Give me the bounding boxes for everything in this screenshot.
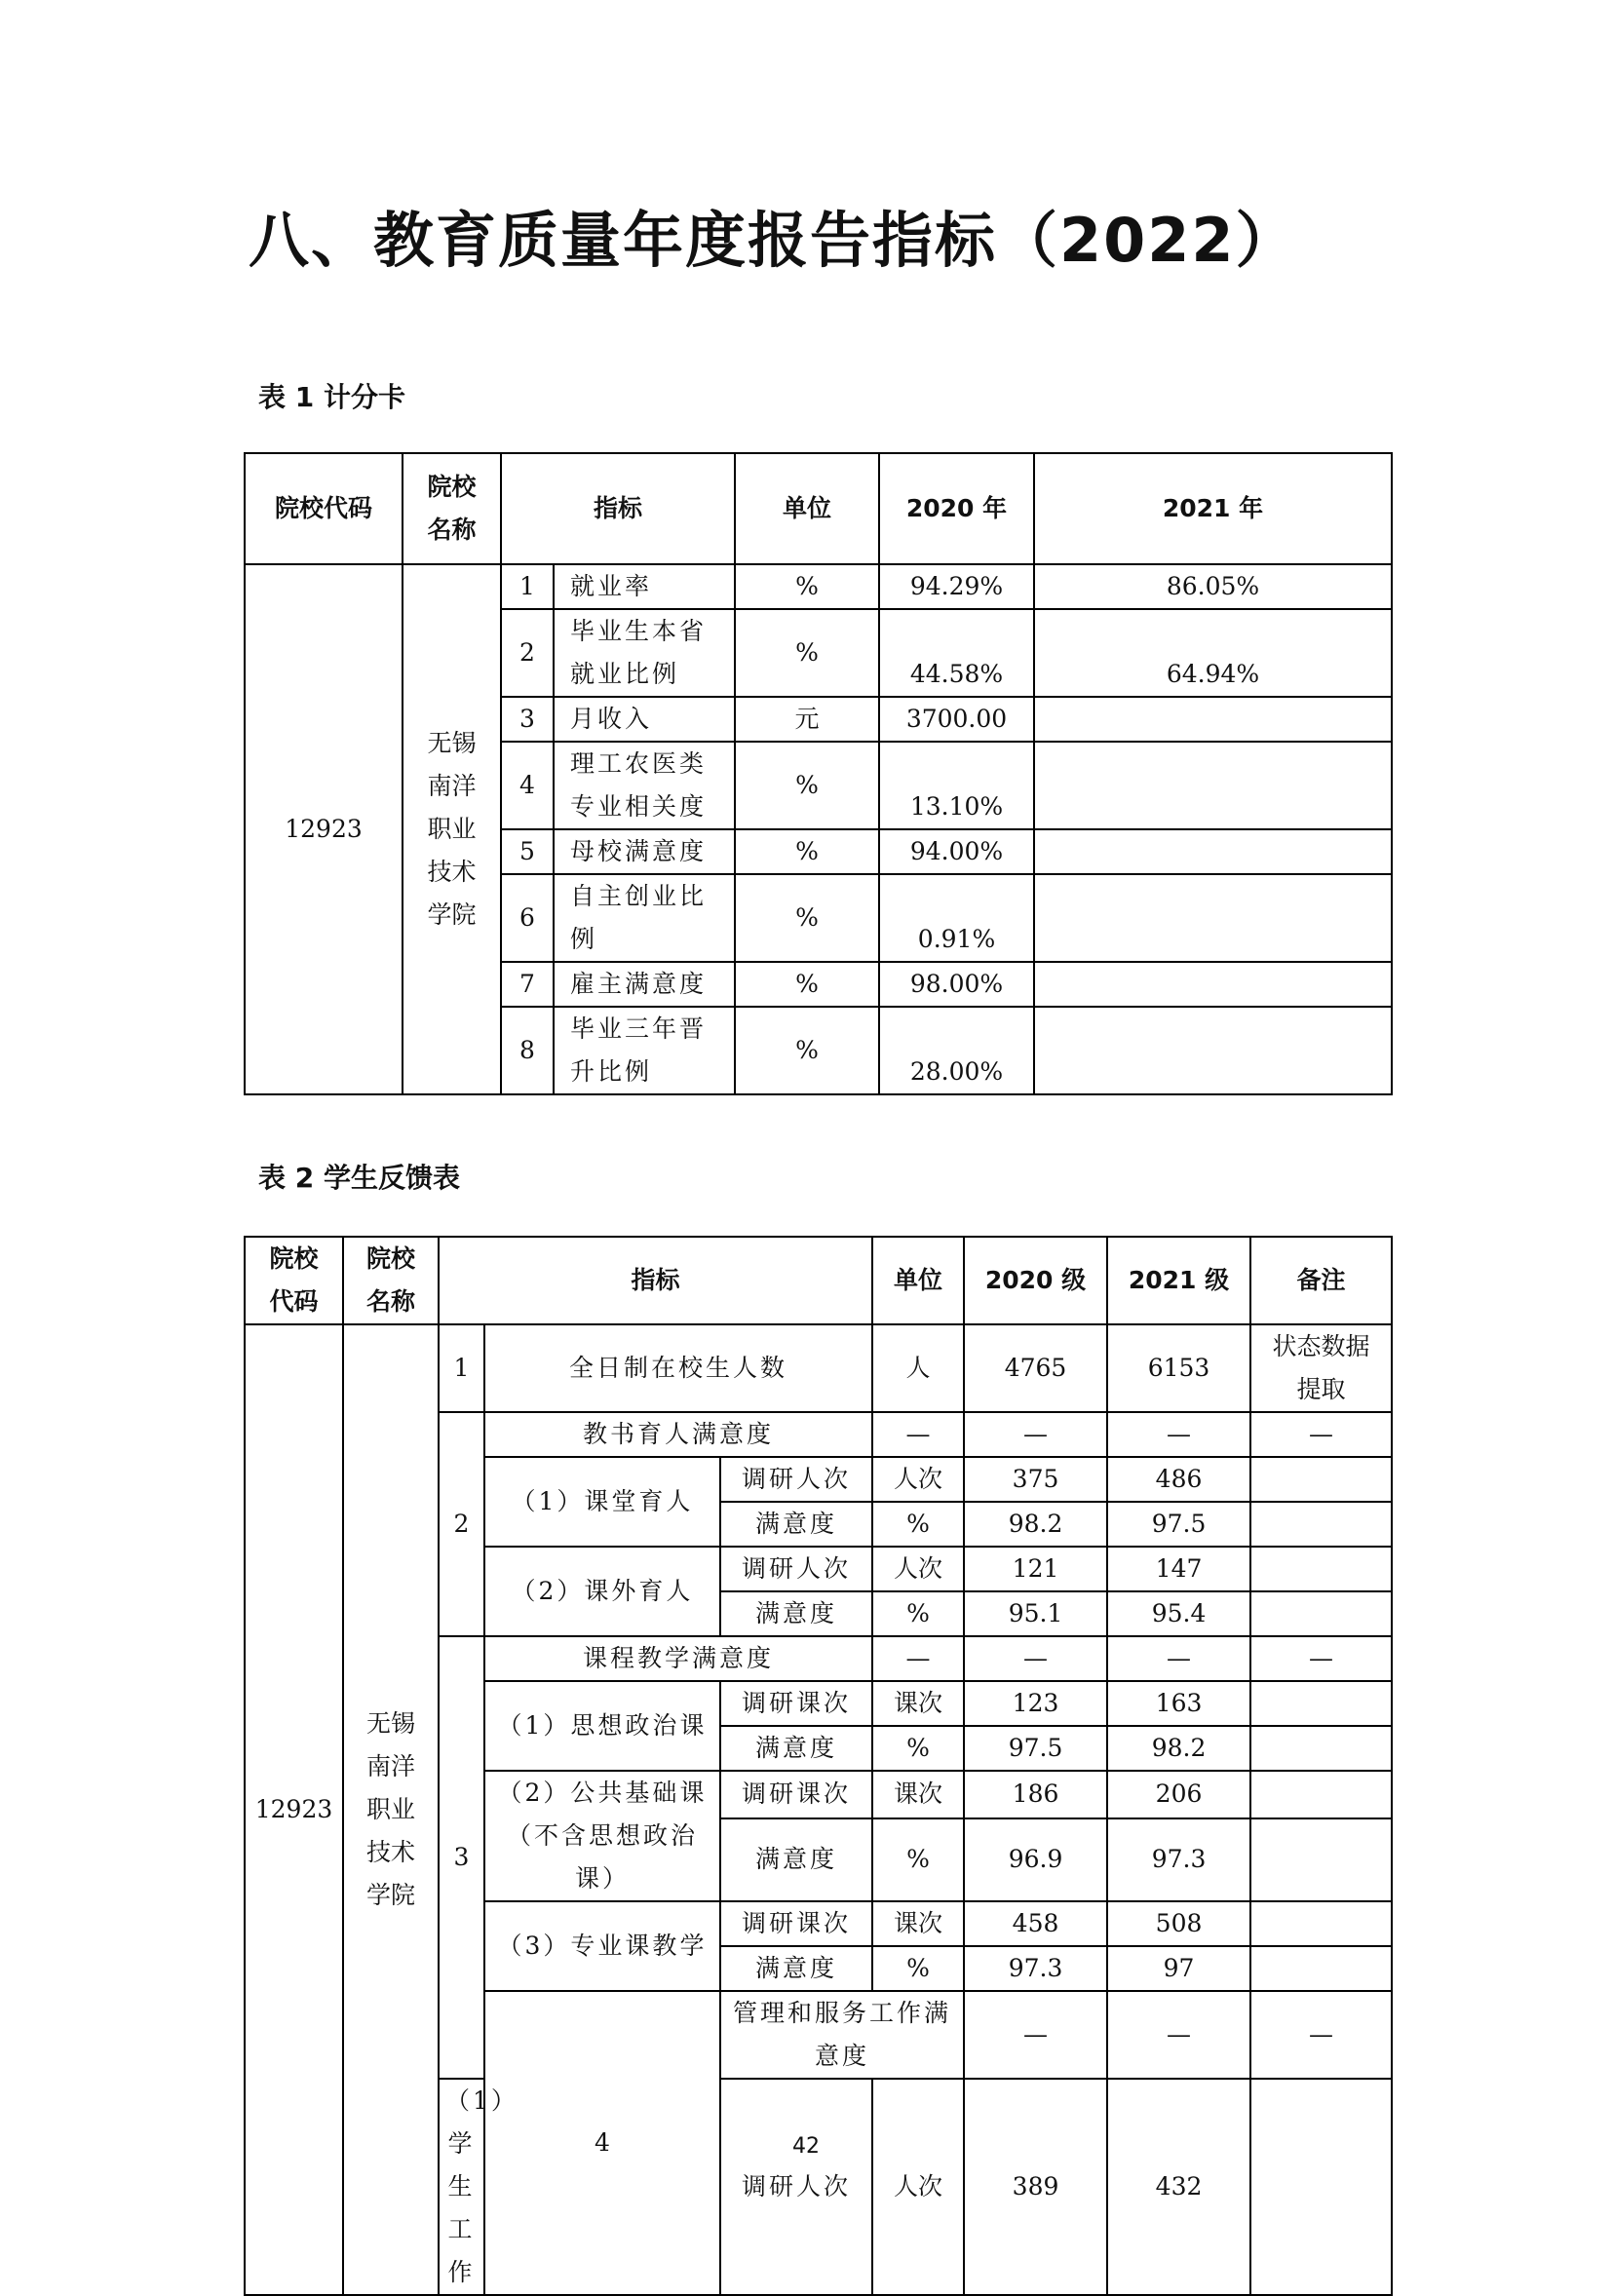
dash-cell: — xyxy=(1107,1636,1250,1681)
value-2020: 28.00% xyxy=(879,1007,1034,1094)
header-2020: 2020 级 xyxy=(964,1237,1107,1324)
value-2021: 95.4 xyxy=(1107,1591,1250,1636)
header-name: 院校 名称 xyxy=(343,1237,439,1324)
value-2021 xyxy=(1034,874,1392,962)
metric-label: 满意度 xyxy=(720,1591,872,1636)
value-2021: 486 xyxy=(1107,1457,1250,1502)
dash-cell: — xyxy=(872,1636,964,1681)
value-2021: 97.5 xyxy=(1107,1502,1250,1547)
school-name: 无锡 南洋 职业 技术 学院 xyxy=(403,564,501,1094)
subitem-label: （2）课外育人 xyxy=(484,1547,720,1636)
value-2020: 94.29% xyxy=(879,564,1034,609)
metric-label: 调研课次 xyxy=(720,1901,872,1946)
unit-cell: 课次 xyxy=(872,1681,964,1726)
unit-cell: % xyxy=(872,1818,964,1901)
note-cell xyxy=(1250,1818,1392,1901)
value-2020: 13.10% xyxy=(879,742,1034,829)
unit-cell: 人次 xyxy=(872,1547,964,1591)
note-cell xyxy=(1250,1502,1392,1547)
unit-cell: % xyxy=(872,1591,964,1636)
value-2020: 123 xyxy=(964,1681,1107,1726)
school-code: 12923 xyxy=(245,564,403,1094)
page-title: 八、教育质量年度报告指标（2022） xyxy=(249,205,1298,276)
value-2020: 458 xyxy=(964,1901,1107,1946)
header-2021: 2021 年 xyxy=(1034,453,1392,564)
subitem-label: （3）专业课教学 xyxy=(484,1901,720,1991)
metric-label: 满意度 xyxy=(720,1818,872,1901)
note-cell: 状态数据 提取 xyxy=(1250,1324,1392,1412)
indicator-label: 毕业生本省 就业比例 xyxy=(554,609,735,697)
indicator-label: 理工农医类 专业相关度 xyxy=(554,742,735,829)
value-2021: 6153 xyxy=(1107,1324,1250,1412)
value-2021 xyxy=(1034,697,1392,742)
row-number: 6 xyxy=(501,874,554,962)
value-2021 xyxy=(1034,962,1392,1007)
subitem-label: （1）思想政治课 xyxy=(484,1681,720,1771)
dash-cell: — xyxy=(964,1991,1107,2079)
unit-cell: 人次 xyxy=(872,1457,964,1502)
note-cell xyxy=(1250,1457,1392,1502)
value-2020: 4765 xyxy=(964,1324,1107,1412)
note-cell xyxy=(1250,1547,1392,1591)
row-number: 4 xyxy=(484,1991,720,2295)
value-2021: 86.05% xyxy=(1034,564,1392,609)
table2-caption: 表 2 学生反馈表 xyxy=(258,1162,460,1194)
indicator-label: 月收入 xyxy=(554,697,735,742)
indicator-label: 自主创业比 例 xyxy=(554,874,735,962)
unit-cell: % xyxy=(735,874,879,962)
dash-cell: — xyxy=(964,1412,1107,1457)
value-2020: 3700.00 xyxy=(879,697,1034,742)
metric-label: 调研人次 xyxy=(720,1457,872,1502)
section-label: 课程教学满意度 xyxy=(484,1636,872,1681)
value-2020: 97.5 xyxy=(964,1726,1107,1771)
row-number: 3 xyxy=(439,1636,484,2079)
unit-cell: 课次 xyxy=(872,1771,964,1818)
header-code: 院校 代码 xyxy=(245,1237,343,1324)
unit-cell: % xyxy=(735,564,879,609)
header-indicator: 指标 xyxy=(439,1237,872,1324)
section-label: 教书育人满意度 xyxy=(484,1412,872,1457)
value-2021 xyxy=(1034,829,1392,874)
dash-cell: — xyxy=(1250,1412,1392,1457)
value-2021: 98.2 xyxy=(1107,1726,1250,1771)
indicator-label: 就业率 xyxy=(554,564,735,609)
row-number: 4 xyxy=(501,742,554,829)
metric-label: 满意度 xyxy=(720,1502,872,1547)
value-2020: 389 xyxy=(964,2079,1107,2295)
header-unit: 单位 xyxy=(872,1237,964,1324)
indicator-label: 雇主满意度 xyxy=(554,962,735,1007)
indicator-label: 全日制在校生人数 xyxy=(484,1324,872,1412)
value-2020: 96.9 xyxy=(964,1818,1107,1901)
header-2021: 2021 级 xyxy=(1107,1237,1250,1324)
table-header-row xyxy=(245,1237,1392,1324)
value-2020: 44.58% xyxy=(879,609,1034,697)
unit-cell: % xyxy=(735,742,879,829)
indicator-label: 母校满意度 xyxy=(554,829,735,874)
row-number: 2 xyxy=(501,609,554,697)
header-name: 院校 名称 xyxy=(403,453,501,564)
row-number: 5 xyxy=(501,829,554,874)
unit-cell: % xyxy=(735,1007,879,1094)
header-indicator: 指标 xyxy=(501,453,735,564)
unit-cell: % xyxy=(735,609,879,697)
row-number: 2 xyxy=(439,1412,484,1636)
unit-cell: 元 xyxy=(735,697,879,742)
school-name: 无锡 南洋 职业 技术 学院 xyxy=(343,1324,439,2295)
note-cell xyxy=(1250,1946,1392,1991)
value-2021: 97 xyxy=(1107,1946,1250,1991)
subitem-label: （1）学生工作 xyxy=(439,2079,484,2295)
subitem-label: （2）公共基础课 （不含思想政治 课） xyxy=(484,1771,720,1901)
header-unit: 单位 xyxy=(735,453,879,564)
scorecard-table xyxy=(244,452,1393,1095)
header-note: 备注 xyxy=(1250,1237,1392,1324)
unit-cell: % xyxy=(872,1946,964,1991)
unit-cell: % xyxy=(872,1726,964,1771)
indicator-label: 毕业三年晋 升比例 xyxy=(554,1007,735,1094)
value-2020: 98.2 xyxy=(964,1502,1107,1547)
value-2021: 163 xyxy=(1107,1681,1250,1726)
value-2020: 98.00% xyxy=(879,962,1034,1007)
row-number: 7 xyxy=(501,962,554,1007)
dash-cell: — xyxy=(1250,1636,1392,1681)
value-2020: 94.00% xyxy=(879,829,1034,874)
metric-label: 调研课次 xyxy=(720,1771,872,1818)
section-label: 管理和服务工作满意度 xyxy=(720,1991,964,2079)
row-number: 3 xyxy=(501,697,554,742)
note-cell xyxy=(1250,2079,1392,2295)
value-2021: 64.94% xyxy=(1034,609,1392,697)
value-2021: 97.3 xyxy=(1107,1818,1250,1901)
dash-cell: — xyxy=(1107,1991,1250,2079)
note-cell xyxy=(1250,1726,1392,1771)
value-2020: 95.1 xyxy=(964,1591,1107,1636)
dash-cell: — xyxy=(964,1636,1107,1681)
value-2020: 186 xyxy=(964,1771,1107,1818)
metric-label: 满意度 xyxy=(720,1726,872,1771)
metric-label: 满意度 xyxy=(720,1946,872,1991)
value-2020: 0.91% xyxy=(879,874,1034,962)
dash-cell: — xyxy=(1250,1991,1392,2079)
value-2021 xyxy=(1034,742,1392,829)
table1-caption: 表 1 计分卡 xyxy=(258,381,405,413)
metric-label: 调研人次 xyxy=(720,1547,872,1591)
unit-cell: % xyxy=(735,962,879,1007)
table-row xyxy=(245,1324,1392,1412)
unit-cell: 人 xyxy=(872,1324,964,1412)
value-2020: 121 xyxy=(964,1547,1107,1591)
metric-label: 调研课次 xyxy=(720,1681,872,1726)
note-cell xyxy=(1250,1771,1392,1818)
row-number: 8 xyxy=(501,1007,554,1094)
header-code: 院校代码 xyxy=(245,453,403,564)
unit-cell: 课次 xyxy=(872,1901,964,1946)
unit-cell: 人次 xyxy=(872,2079,964,2295)
unit-cell: % xyxy=(872,1502,964,1547)
note-cell xyxy=(1250,1681,1392,1726)
row-number: 1 xyxy=(501,564,554,609)
table-header-row xyxy=(245,453,1392,564)
header-2020: 2020 年 xyxy=(879,453,1034,564)
subitem-label: （1）课堂育人 xyxy=(484,1457,720,1547)
value-2021: 206 xyxy=(1107,1771,1250,1818)
dash-cell: — xyxy=(1107,1412,1250,1457)
value-2021: 147 xyxy=(1107,1547,1250,1591)
value-2020: 375 xyxy=(964,1457,1107,1502)
unit-cell: % xyxy=(735,829,879,874)
metric-label: 调研人次 xyxy=(720,2079,872,2295)
page-number: 42 xyxy=(792,2134,820,2159)
dash-cell: — xyxy=(872,1412,964,1457)
row-number: 1 xyxy=(439,1324,484,1412)
value-2020: 97.3 xyxy=(964,1946,1107,1991)
value-2021: 432 xyxy=(1107,2079,1250,2295)
note-cell xyxy=(1250,1901,1392,1946)
value-2021: 508 xyxy=(1107,1901,1250,1946)
table-row xyxy=(245,564,1392,609)
school-code: 12923 xyxy=(245,1324,343,2295)
value-2021 xyxy=(1034,1007,1392,1094)
note-cell xyxy=(1250,1591,1392,1636)
